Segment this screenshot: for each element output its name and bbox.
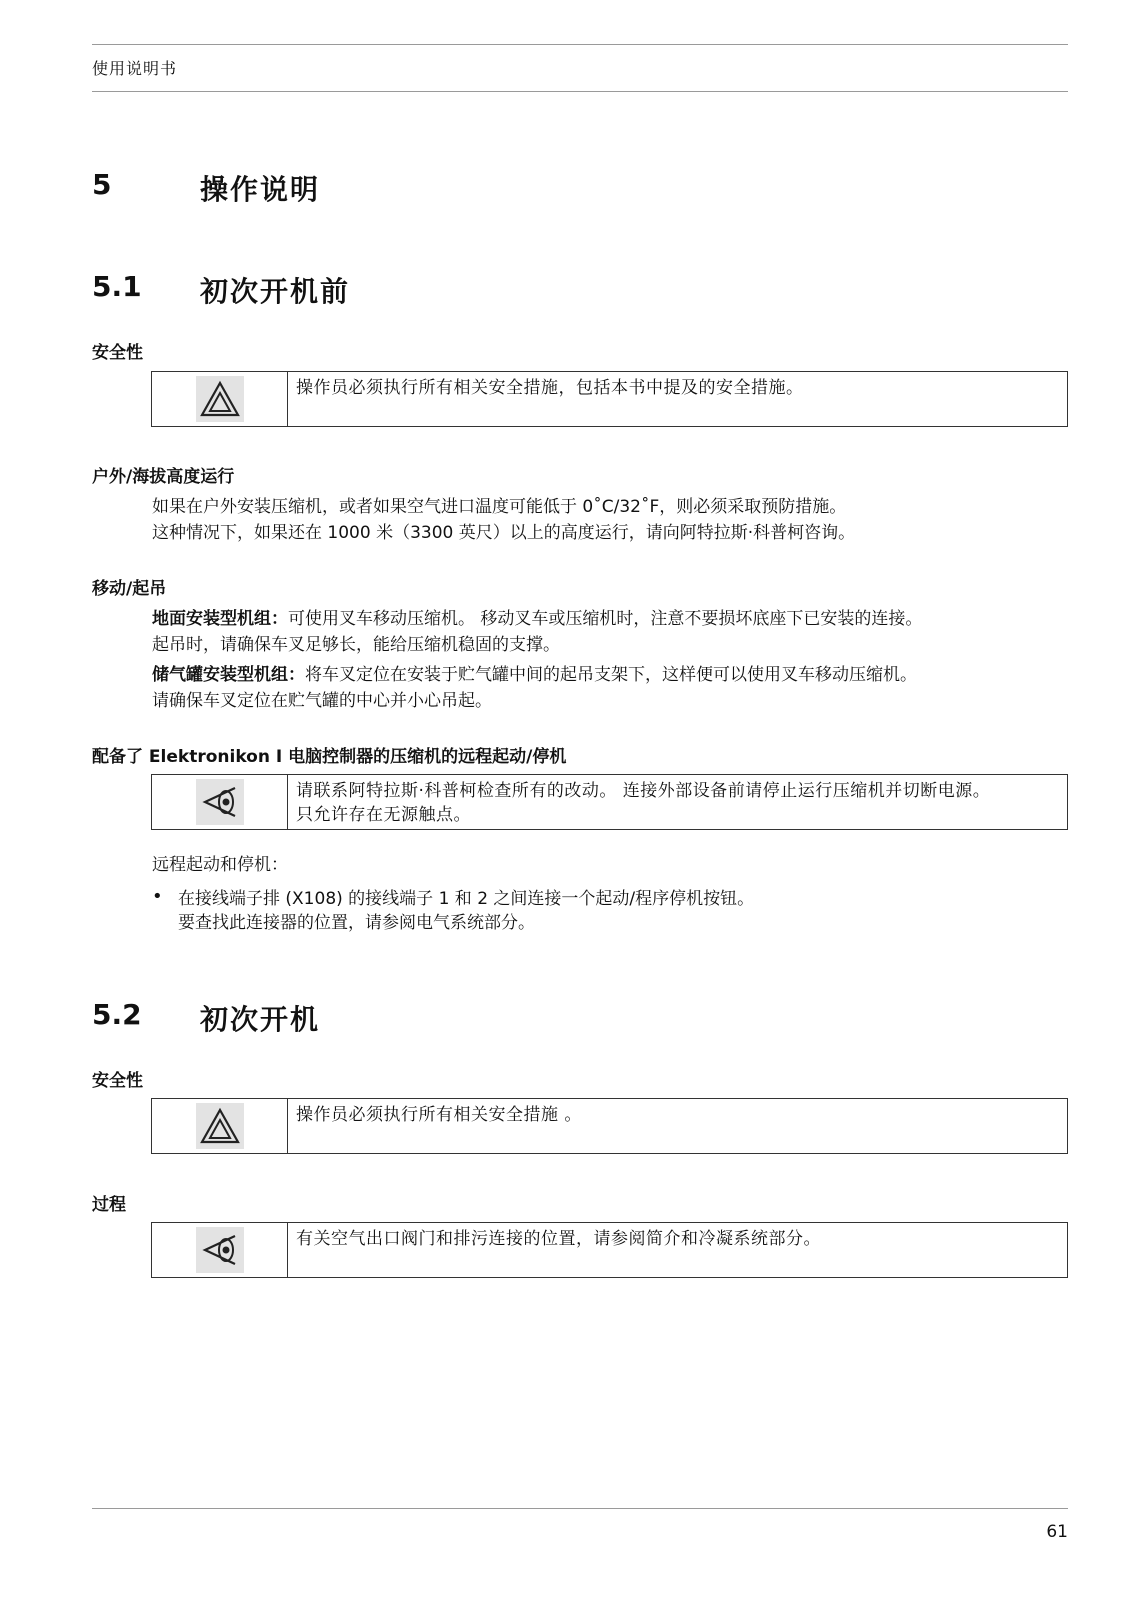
remote-note-line1: 请联系阿特拉斯·科普柯检查所有的改动。 连接外部设备前请停止运行压缩机并切断电源。: [296, 781, 991, 801]
note-text: 有关空气出口阀门和排污连接的位置，请参阅简介和冷凝系统部分。: [296, 1229, 821, 1249]
tank-mounted-line1: [152, 662, 917, 688]
note-icon-cell: [152, 372, 288, 426]
section-5-1-title: 初次开机前: [200, 275, 351, 308]
safety-heading-5-1: 安全性: [92, 343, 143, 363]
remote-note-box: [151, 774, 1068, 830]
eye-attention-icon: [196, 1227, 244, 1273]
safety-heading-5-2: 安全性: [92, 1071, 143, 1091]
note-icon-cell: [152, 775, 288, 829]
note-text: 操作员必须执行所有相关安全措施，包括本书中提及的安全措施。: [296, 378, 804, 398]
floor-mounted-text: 可使用叉车移动压缩机。 移动叉车或压缩机时，注意不要损坏底座下已安装的连接。: [288, 609, 923, 629]
outdoor-text-line2: 这种情况下，如果还在 1000 米（3300 英尺）以上的高度运行，请向阿特拉斯·科普柯咨询。: [152, 523, 856, 543]
remote-heading: 配备了 Elektronikon I 电脑控制器的压缩机的远程起动/停机: [92, 747, 567, 767]
procedure-heading: 过程: [92, 1195, 126, 1215]
note-text: 操作员必须执行所有相关安全措施 。: [296, 1105, 582, 1125]
tank-mounted-label: 储气罐安装型机组：: [152, 665, 305, 685]
running-title: 使用说明书: [92, 59, 178, 78]
warning-triangle-icon: [196, 376, 244, 422]
bullet-icon: •: [152, 886, 163, 907]
section-5-2-number: 5.2: [92, 998, 142, 1031]
page-number: 61: [1046, 1522, 1068, 1542]
safety-note-box-5-2: [151, 1098, 1068, 1154]
header-top-rule: [92, 44, 1068, 45]
tank-mounted-text: 将车叉定位在安装于贮气罐中间的起吊支架下，这样便可以使用叉车移动压缩机。: [305, 665, 917, 685]
section-5-1-number: 5.1: [92, 270, 142, 303]
moving-heading: 移动/起吊: [92, 579, 167, 599]
footer-rule: [92, 1508, 1068, 1509]
remote-note-line2: 只允许存在无源触点。: [296, 805, 471, 825]
outdoor-text-line1: 如果在户外安装压缩机，或者如果空气进口温度可能低于 0˚C/32˚F，则必须采取预防措施。: [152, 497, 847, 517]
procedure-note-box: [151, 1222, 1068, 1278]
floor-mounted-line2: 起吊时，请确保车叉足够长，能给压缩机稳固的支撑。: [152, 635, 560, 655]
section-5-2-title: 初次开机: [200, 1003, 321, 1036]
header-bottom-rule: [92, 91, 1068, 92]
outdoor-heading: 户外/海拔高度运行: [92, 467, 235, 487]
floor-mounted-label: 地面安装型机组：: [152, 609, 288, 629]
note-text: [288, 775, 1067, 829]
bullet-line2: 要查找此连接器的位置，请参阅电气系统部分。: [178, 913, 535, 933]
note-icon-cell: [152, 1223, 288, 1277]
note-icon-cell: [152, 1099, 288, 1153]
floor-mounted-line1: [152, 606, 922, 632]
chapter-title: 操作说明: [200, 173, 321, 206]
eye-attention-icon: [196, 779, 244, 825]
warning-triangle-icon: [196, 1103, 244, 1149]
safety-note-box-5-1: [151, 371, 1068, 427]
bullet-line1: 在接线端子排 (X108) 的接线端子 1 和 2 之间连接一个起动/程序停机按钮。: [178, 889, 755, 909]
tank-mounted-line2: 请确保车叉定位在贮气罐的中心并小心吊起。: [152, 691, 492, 711]
chapter-number: 5: [92, 168, 112, 201]
remote-intro: 远程起动和停机：: [152, 855, 288, 875]
